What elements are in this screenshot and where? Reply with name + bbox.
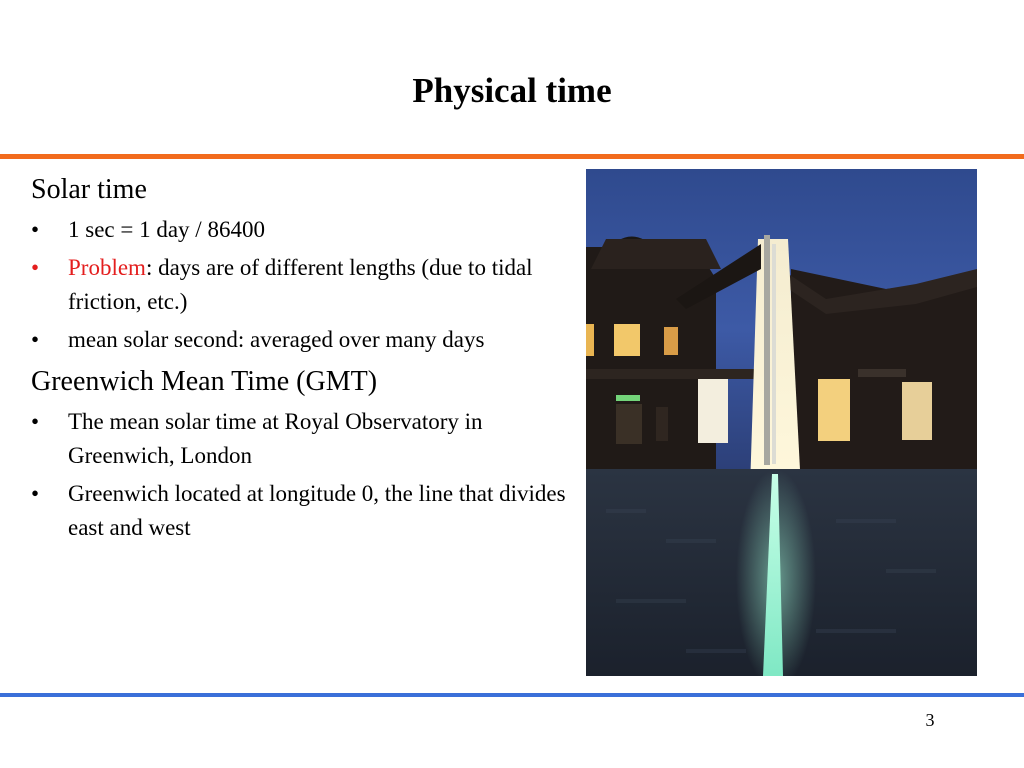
bottom-divider — [0, 693, 1024, 697]
problem-highlight: Problem — [68, 255, 146, 280]
bullet-item-problem — [31, 251, 566, 319]
open-door — [698, 379, 728, 443]
window — [614, 324, 640, 356]
bullet-marker: • — [31, 409, 40, 434]
section-heading-solar-time: Solar time — [31, 174, 147, 205]
bullet-item — [31, 477, 566, 545]
bullet-marker: • — [31, 481, 40, 506]
solar-time-bullet-list — [31, 213, 566, 357]
page-number: 3 — [925, 710, 935, 730]
window — [818, 379, 850, 441]
green-sign — [616, 395, 640, 401]
greenwich-meridian-photo — [586, 169, 977, 676]
bullet-text: mean solar second: averaged over many days — [68, 327, 485, 352]
text-content — [31, 171, 566, 549]
bullet-marker: • — [31, 327, 40, 352]
section-heading-gmt: Greenwich Mean Time (GMT) — [31, 366, 378, 397]
bullet-text: Greenwich located at longitude 0, the line that divides east and west — [68, 481, 566, 540]
top-divider — [0, 154, 1024, 159]
bullet-item — [31, 323, 566, 357]
gmt-bullet-list — [31, 405, 566, 545]
bullet-marker: • — [31, 217, 40, 242]
left-building — [586, 247, 716, 489]
bullet-item — [31, 405, 566, 473]
bullet-marker-red: • — [31, 255, 40, 280]
bullet-text: : days are of different lengths (due to tidal friction, etc.) — [68, 255, 533, 314]
slide-title: Physical time — [412, 71, 612, 110]
bullet-text: The mean solar time at Royal Observatory in Greenwich, London — [68, 409, 483, 468]
bullet-text: 1 sec = 1 day / 86400 — [68, 217, 265, 242]
window — [902, 382, 932, 440]
bullet-item — [31, 213, 566, 247]
